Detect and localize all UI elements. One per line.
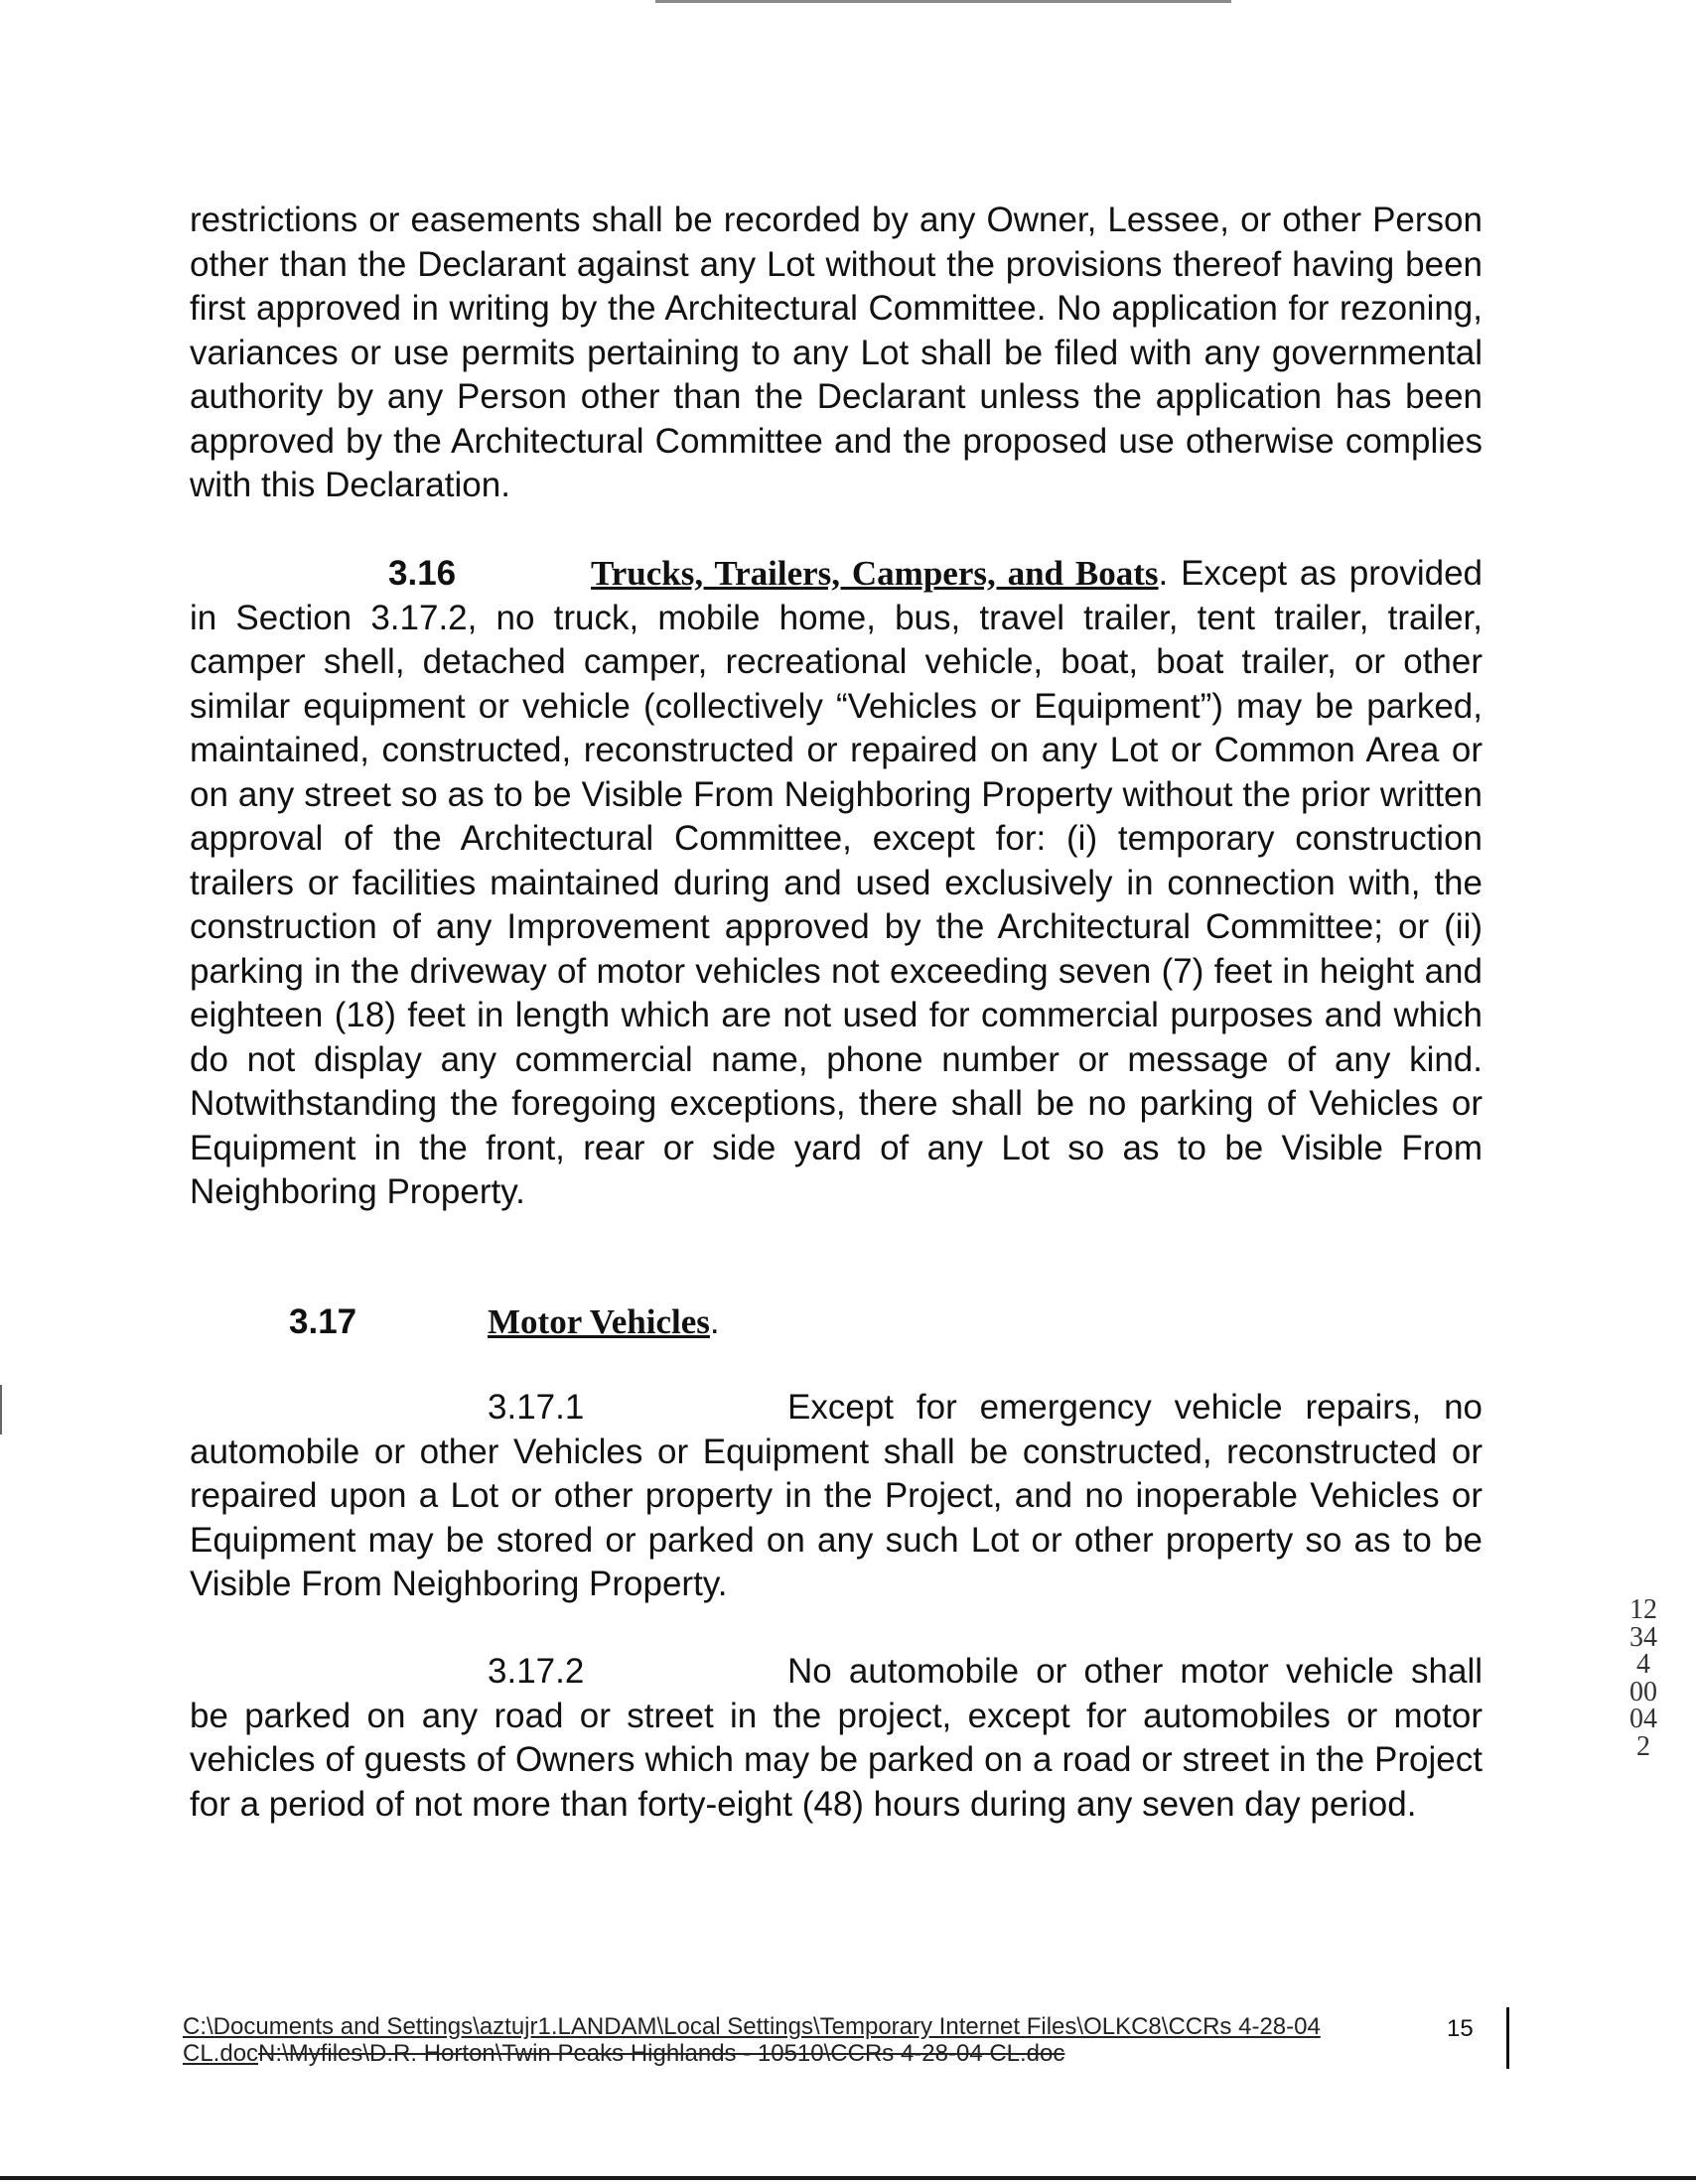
scan-left-margin-mark [0,1385,2,1434]
paragraph-3-15-continuation: restrictions or easements shall be recorded by any Owner, Lessee, or other Person other than the Declarant against any Lot without the provisions thereof having been first approved in writing by the Architectural Committee. No application for rezoning, variances or use permits pertaining to any Lot shall be filed with any governmental authority by any Person other than the Declarant unless the application has been approved by the Architectural Committee and the proposed use otherwise complies with this Declaration. [190,201,1483,504]
section-3-17-title: Motor Vehicles [488,1302,710,1341]
section-3-17-heading [289,1300,720,1344]
section-3-17-2-paragraph [190,1650,1483,1827]
section-3-17-2-body: No automobile or other motor vehicle shall be parked on any road or street in the project, except for automobiles or motor vehicles of guests of Owners which may be parked on a road or street in the Project for a period of not more than forty-eight (48) hours during any seven day period. [190,1652,1483,1824]
footer-path-underlined: C:\Documents and Settings\aztujr1.LANDAM\Local Settings\Temporary Internet Files\OLKC8\CCRs 4-28-04 CL.doc [183,2013,1321,2067]
page-number-rule [1506,2007,1509,2069]
section-3-17-1-paragraph [190,1386,1483,1607]
section-3-16-paragraph [190,552,1483,1215]
footer-file-path [183,2013,1414,2067]
page-number: 15 [1447,2015,1474,2042]
section-3-16-body: Except as provided in Section 3.17.2, no truck, mobile home, bus, travel trailer, tent trailer, trailer, camper shell, detached camper, recreational vehicle, boat, boat trailer, or other similar equipment or vehicle (collectively “Vehicles or Equipment”) may be parked, maintained, constructed, reconstructed or repaired on any Lot or Common Area or on any street so as to be Visible From Neighboring Property without the prior written approval of the Architectural Committee, except for: (i) temporary construction trailers or facilities maintained during and used exclusively in connection with, the construction of any Improvement approved by the Architectural Committee; or (ii) parking in the driveway of motor vehicles not exceeding seven (7) feet in height and eighteen (18) feet in length which are not used for commercial purposes and which do not display any commercial name, phone number or message of any kind. Notwithstanding the foregoing exceptions, there shall be no parking of Vehicles or Equipment in the front, rear or side yard of any Lot so as to be Visible From Neighboring Property. [190,554,1483,1211]
section-3-17-number: 3.17 [289,1302,357,1341]
scan-top-edge-line [655,0,1231,3]
section-3-16-number: 3.16 [388,554,457,593]
recording-number-stamp: 12344 00042 [1629,1594,1657,1762]
section-3-16-title-period: . [1158,554,1169,593]
section-3-17-1-body: Except for emergency vehicle repairs, no automobile or other Vehicles or Equipment shall be constructed, reconstructed or repaired upon a Lot or other property in the Project, and no inoperable Vehicles or Equipment may be stored or parked on any such Lot or other property so as to be Visible From Neighboring Property. [190,1388,1483,1603]
section-3-17-title-period: . [709,1302,720,1341]
section-3-17-2-number: 3.17.2 [488,1652,585,1691]
section-3-16-title: Trucks, Trailers, Campers, and Boats [591,554,1159,593]
scan-bottom-edge-line [0,2176,1696,2180]
footer-path-struck: N:\Myfiles\D.R. Horton\Twin Peaks Highlands - 10510\CCRs 4-28-04 CL.doc [258,2040,1065,2067]
section-3-17-1-number: 3.17.1 [488,1388,585,1427]
